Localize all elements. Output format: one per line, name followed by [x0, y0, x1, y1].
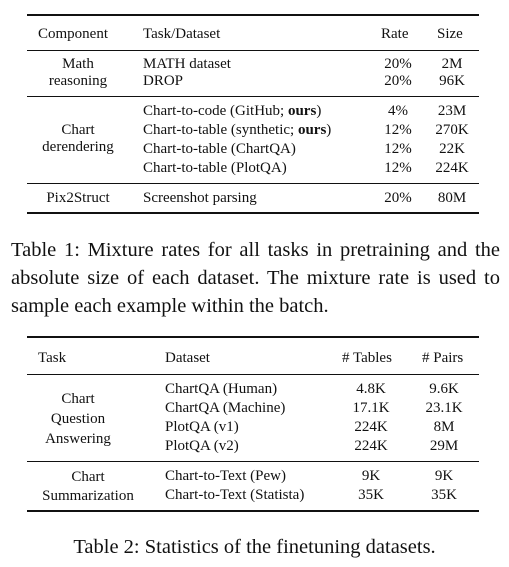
table2-row: PlotQA (v2) [165, 438, 239, 454]
table1-group-rule [27, 183, 479, 184]
table1-group-rule [27, 96, 479, 97]
table1-rate: 12% [384, 141, 412, 157]
table1-row: Chart-to-table (ChartQA) [143, 141, 296, 157]
table2-top-rule [27, 336, 479, 338]
table2-pairs: 23.1K [425, 400, 463, 416]
table1-component-pix2struct: Pix2Struct [46, 190, 110, 206]
table1-row: DROP [143, 73, 184, 89]
table1-header-rule [27, 50, 479, 51]
table1-rate: 12% [384, 122, 412, 138]
table2-pairs: 35K [431, 487, 457, 503]
table2-pairs: 9.6K [429, 381, 459, 397]
table2-header-tables: # Tables [342, 350, 392, 366]
table1-header-rate: Rate [381, 26, 409, 42]
table1-caption: Table 1: Mixture rates for all tasks in pretraining and the absolute size of each dataset. The mixture rate is used to sample each example within the batch. [11, 239, 500, 317]
table1-bottom-rule [27, 212, 479, 214]
table2-header-pairs: # Pairs [422, 350, 464, 366]
table2-tables: 17.1K [352, 400, 390, 416]
table2-bottom-rule [27, 510, 479, 512]
table2-tables: 224K [354, 419, 388, 435]
table1-header-size: Size [437, 26, 463, 42]
table1-row: MATH dataset [143, 56, 231, 72]
table1-row: Chart-to-table (PlotQA) [143, 160, 287, 176]
table2-header-dataset: Dataset [165, 350, 210, 366]
table2-task-chart-qa: Chart Question Answering [45, 391, 111, 447]
table1-size: 270K [435, 122, 469, 138]
table1-rate: 20% [384, 56, 412, 72]
table1-row: Screenshot parsing [143, 190, 257, 206]
table1-component-chart-derendering: Chart derendering [42, 122, 114, 155]
table2-tables: 4.8K [356, 381, 386, 397]
table2-pairs: 9K [434, 468, 454, 484]
table1-rate: 4% [388, 103, 408, 119]
table1-row: Chart-to-code (GitHub; ours) [143, 103, 322, 119]
table2-pairs: 8M [433, 419, 455, 435]
table2-row: ChartQA (Machine) [165, 400, 286, 416]
table1-size: 22K [439, 141, 465, 157]
table2-pairs: 29M [429, 438, 459, 454]
table2-tables: 224K [354, 438, 388, 454]
table2-row: ChartQA (Human) [165, 381, 278, 397]
table2-row: Chart-to-Text (Statista) [165, 487, 305, 503]
table2-task-chart-summarization: Chart Summarization [42, 469, 134, 504]
table2-header-task: Task [38, 350, 67, 366]
table1-size: 96K [439, 73, 465, 89]
table1-rate: 20% [384, 73, 412, 89]
table1-rate: 12% [384, 160, 412, 176]
table2-group-rule [27, 461, 479, 462]
table2-header-rule [27, 374, 479, 375]
table2-caption: Table 2: Statistics of the finetuning datasets. [73, 536, 436, 558]
table1-header-task: Task/Dataset [143, 26, 221, 42]
table2-tables: 9K [361, 468, 381, 484]
table1-size: 23M [437, 103, 467, 119]
table1-size: 2M [441, 56, 463, 72]
table1-header-component: Component [38, 26, 108, 42]
table2-tables: 35K [358, 487, 384, 503]
table1-size: 224K [435, 160, 469, 176]
table2-row: Chart-to-Text (Pew) [165, 468, 286, 484]
table1-size: 80M [437, 190, 467, 206]
table1-rate: 20% [384, 190, 412, 206]
table1-row: Chart-to-table (synthetic; ours) [143, 122, 332, 138]
table1-top-rule [27, 14, 479, 16]
table1-component-math: Math reasoning [48, 56, 108, 89]
table2-row: PlotQA (v1) [165, 419, 239, 435]
